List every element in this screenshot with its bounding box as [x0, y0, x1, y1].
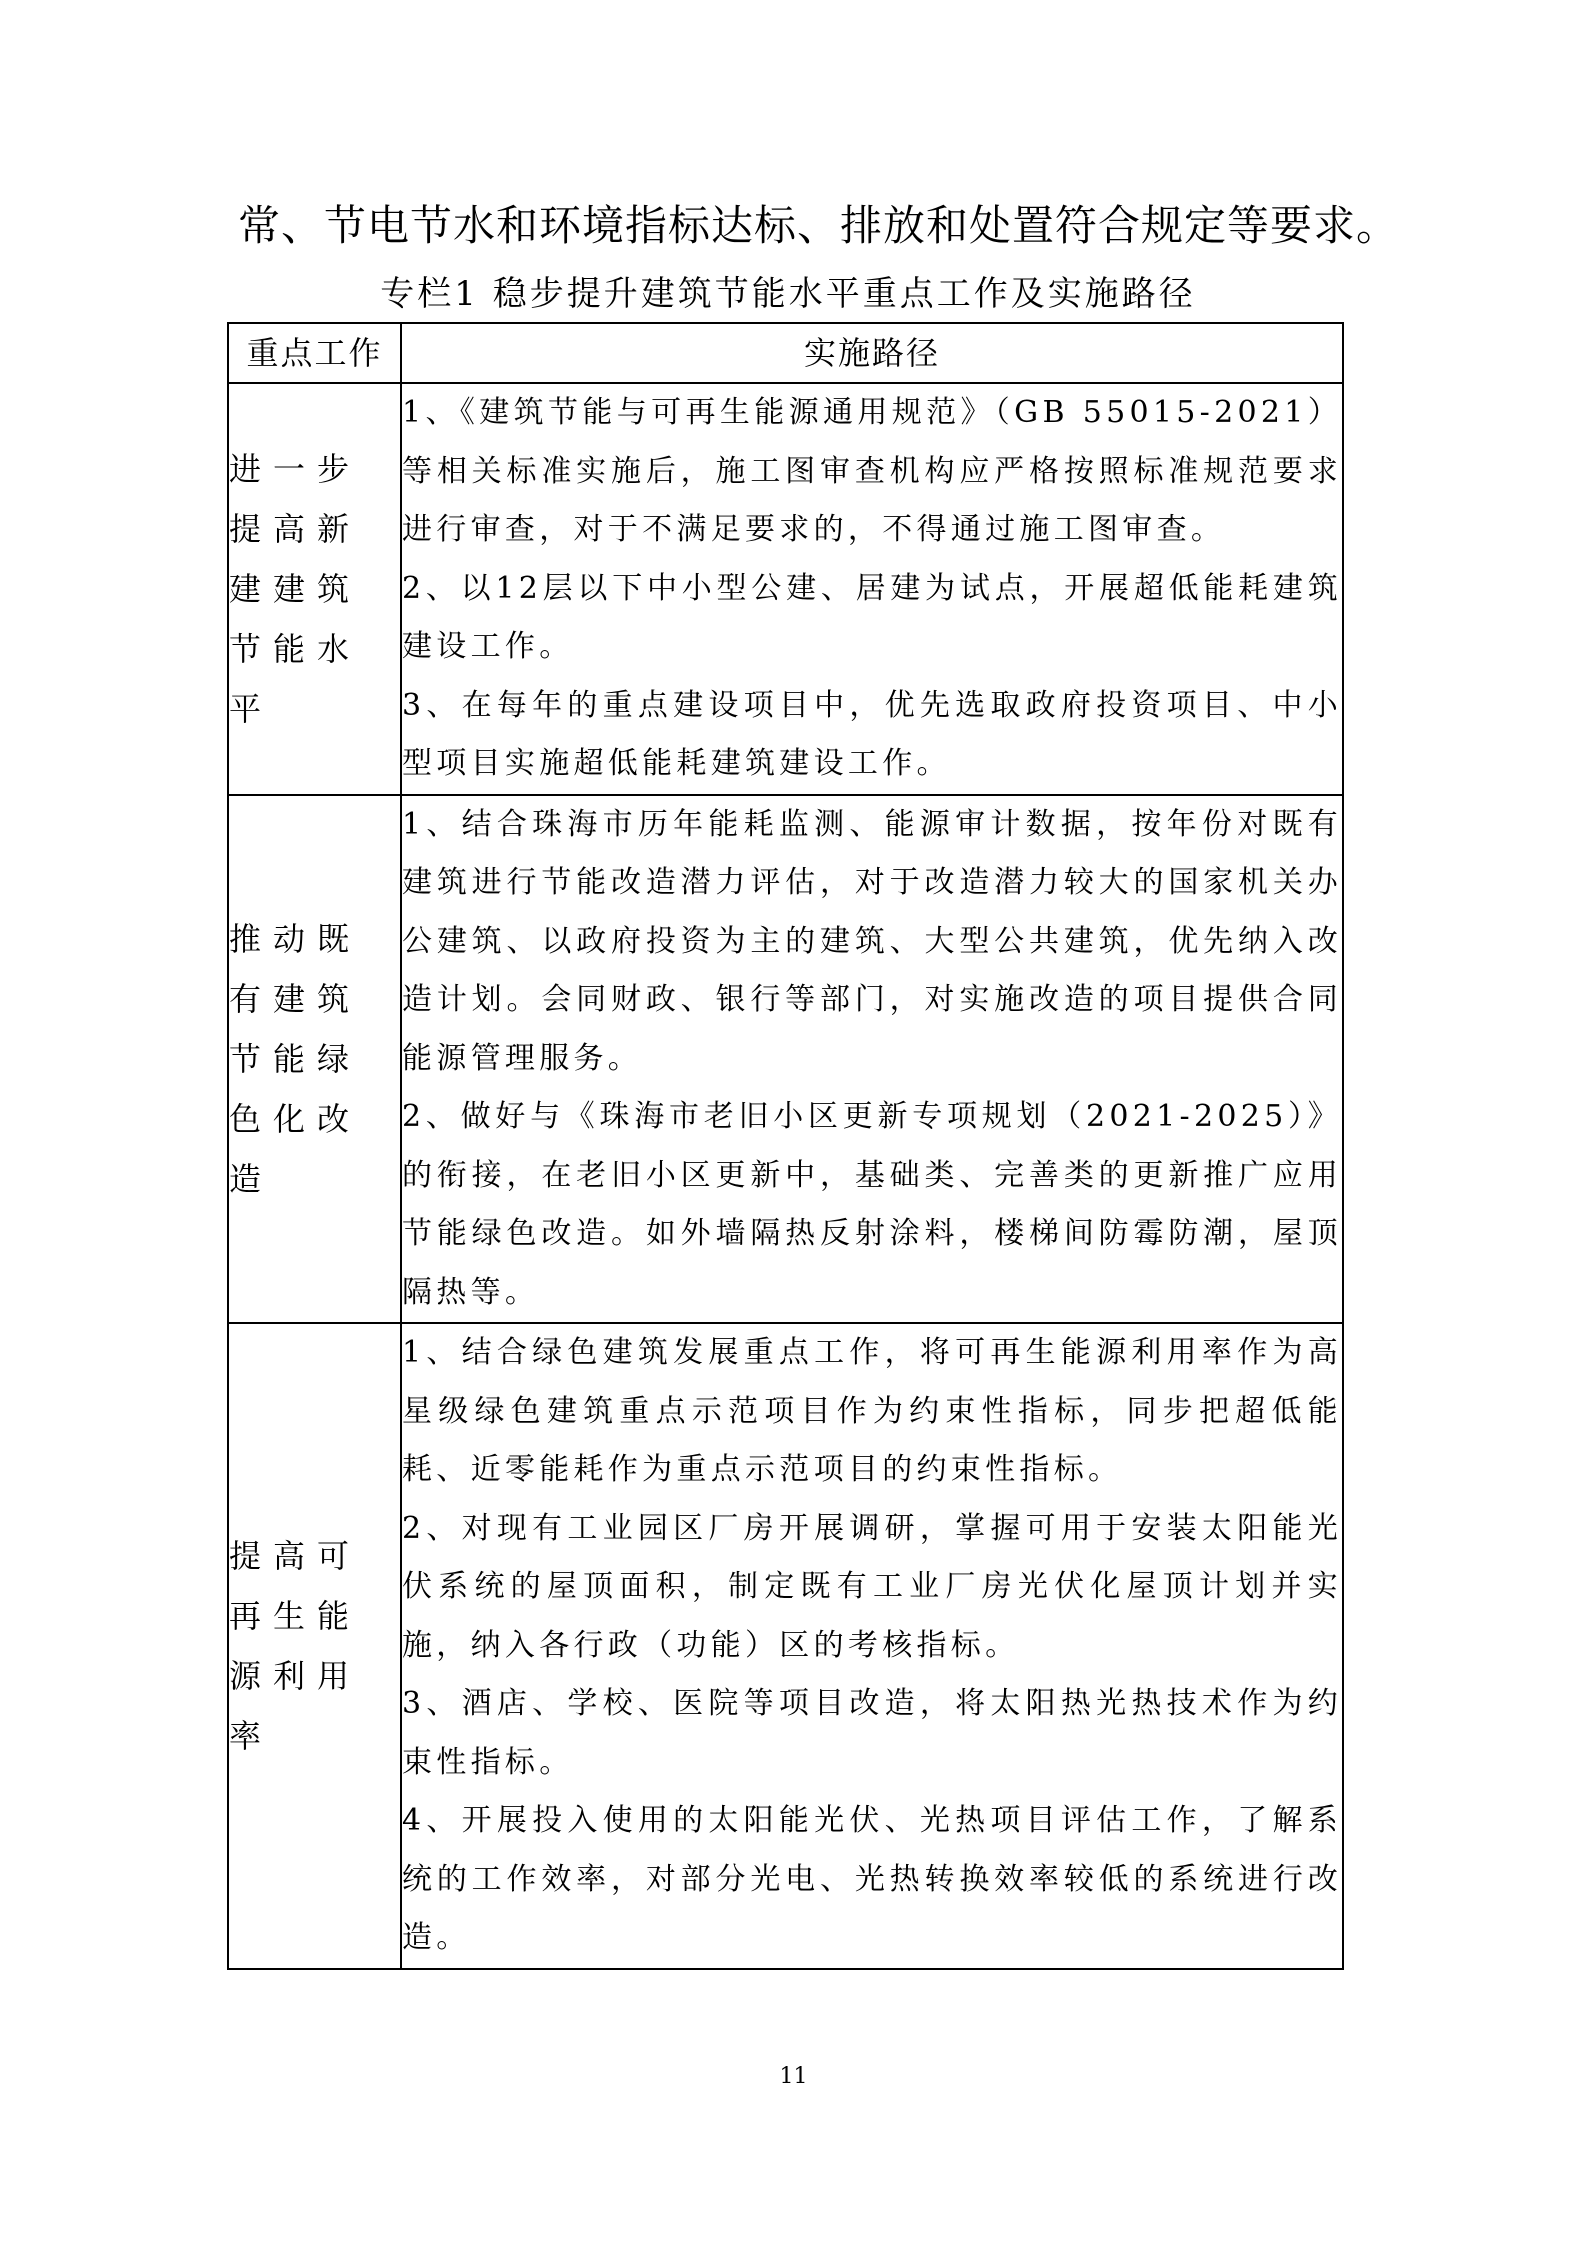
path-item: 3、酒店、学校、医院等项目改造，将太阳热光热技术作为约束性指标。	[402, 1686, 1342, 1780]
row-implementation-path	[401, 1323, 1343, 1969]
key-work-table	[227, 322, 1344, 1970]
path-item: 2、对现有工业园区厂房开展调研，掌握可用于安装太阳能光伏系统的屋顶面积，制定既有工业厂房光伏化屋顶计划并实施，纳入各行政（功能）区的考核指标。	[402, 1510, 1342, 1663]
table-header-row	[228, 323, 1343, 383]
intro-text: 常、节电节水和环境指标达标、排放和处置符合规定等要求。	[238, 201, 1400, 250]
table-row	[228, 1323, 1343, 1969]
path-item: 2、以12层以下中小型公建、居建为试点，开展超低能耗建筑建设工作。	[402, 570, 1342, 664]
row-implementation-path	[401, 383, 1343, 795]
page-number: 11	[779, 2064, 808, 2089]
table-row	[228, 795, 1343, 1324]
path-item: 2、做好与《珠海市老旧小区更新专项规划（2021-2025）》的衔接，在老旧小区更新中，基础类、完善类的更新推广应用节能绿色改造。如外墙隔热反射涂料，楼梯间防霉防潮，屋顶隔热等。	[402, 1099, 1342, 1310]
path-item: 1、《建筑节能与可再生能源通用规范》（GB 55015-2021）等相关标准实施后，施工图审查机构应严格按照标准规范要求进行审查，对于不满足要求的，不得通过施工图审查。	[402, 395, 1342, 547]
row-key-work: 推动既有建筑节能绿色化改造	[228, 795, 401, 1324]
path-item: 1、结合绿色建筑发展重点工作，将可再生能源利用率作为高星级绿色建筑重点示范项目作为约束性指标，同步把超低能耗、近零能耗作为重点示范项目的约束性指标。	[402, 1335, 1342, 1487]
row-key-work: 进一步提高新建建筑节能水平	[228, 383, 401, 795]
header-implementation-path: 实施路径	[401, 323, 1343, 383]
path-item: 4、开展投入使用的太阳能光伏、光热项目评估工作，了解系统的工作效率，对部分光电、光热转换效率较低的系统进行改造。	[402, 1803, 1342, 1955]
row-key-work: 提高可再生能源利用率	[228, 1323, 401, 1969]
table-row	[228, 383, 1343, 795]
path-item: 3、在每年的重点建设项目中，优先选取政府投资项目、中小型项目实施超低能耗建筑建设工作。	[402, 687, 1342, 781]
header-key-work: 重点工作	[228, 323, 401, 383]
path-item: 1、结合珠海市历年能耗监测、能源审计数据，按年份对既有建筑进行节能改造潜力评估，对于改造潜力较大的国家机关办公建筑、以政府投资为主的建筑、大型公共建筑，优先纳入改造计划。会同财政、银行等部门，对实施改造的项目提供合同能源管理服务。	[402, 806, 1342, 1076]
row-implementation-path	[401, 795, 1343, 1324]
table-caption: 专栏1 稳步提升建筑节能水平重点工作及实施路径	[380, 274, 1196, 314]
